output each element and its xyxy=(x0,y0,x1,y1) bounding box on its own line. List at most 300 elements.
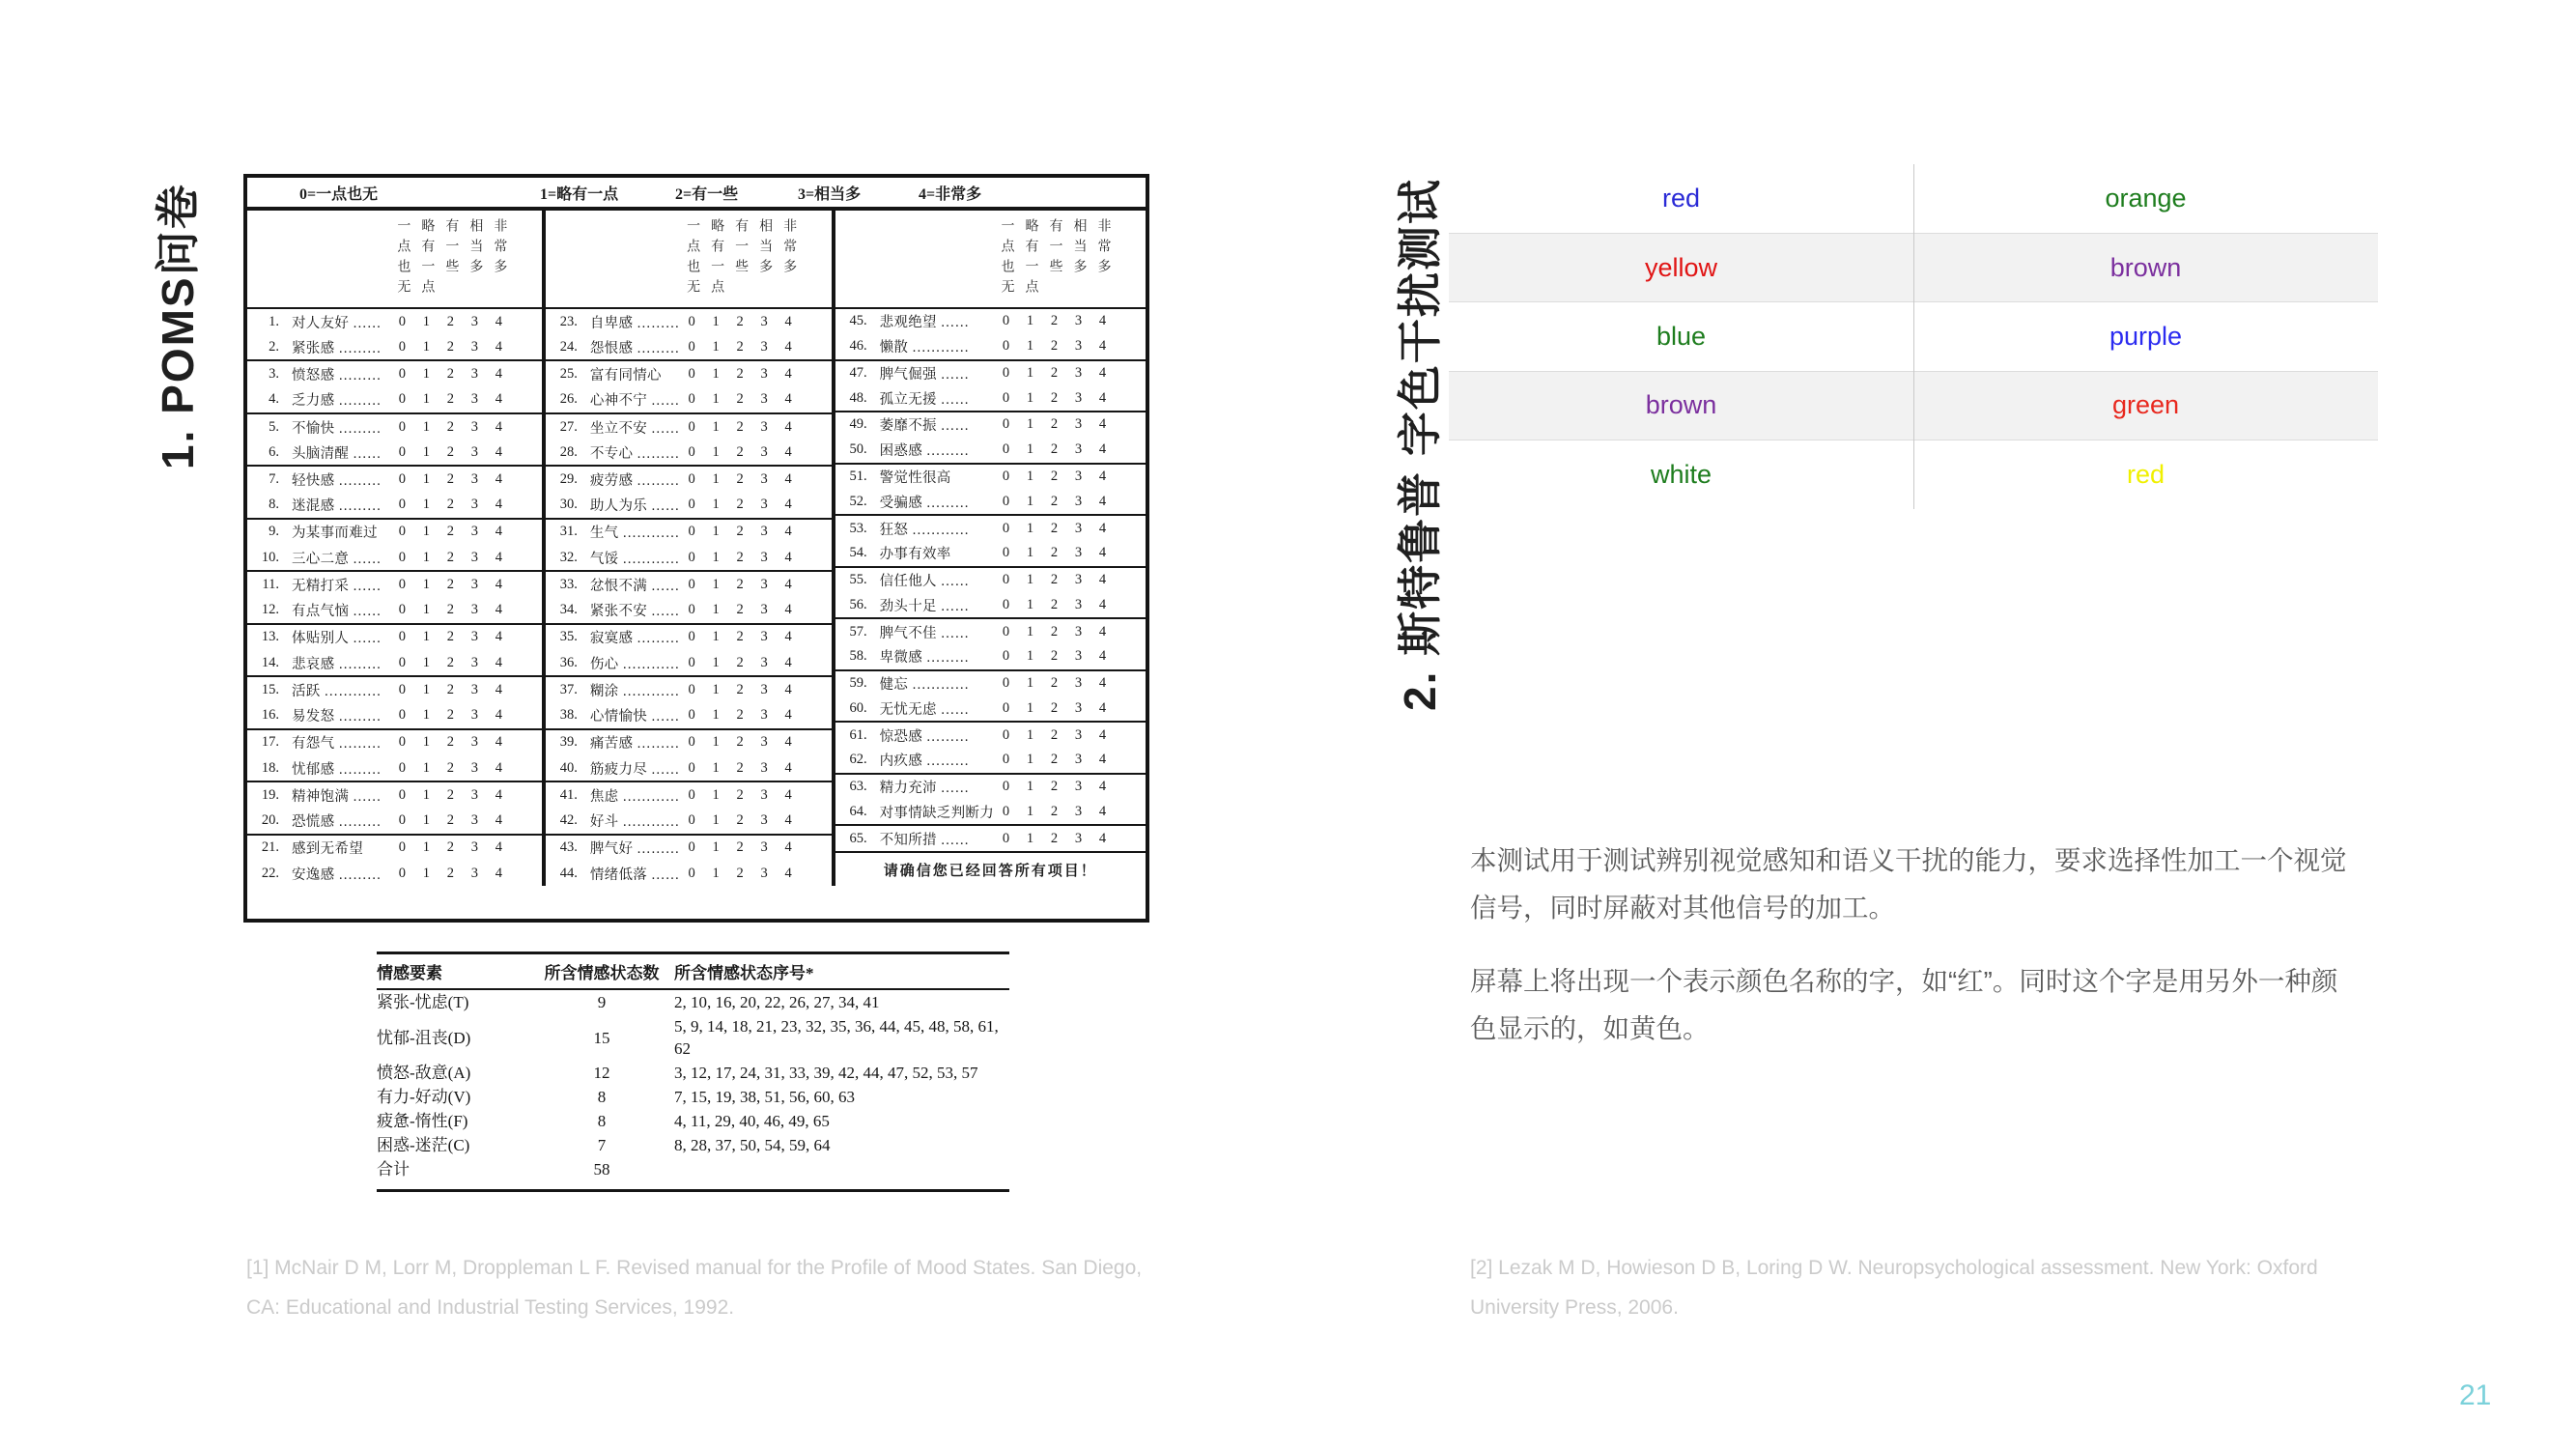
poms-rating-value: 1 xyxy=(422,418,430,435)
poms-rating-value: 0 xyxy=(398,338,406,355)
poms-item-text: 轻快感 ……… xyxy=(292,473,382,490)
poms-rating-value: 4 xyxy=(1098,313,1107,329)
poms-rating-value: 1 xyxy=(712,629,720,645)
scale-label-0: 0=一点也无 xyxy=(299,186,379,203)
poms-item-number: 56. xyxy=(849,596,867,612)
poms-item-text: 困惑感 ……… xyxy=(879,443,970,460)
poms-item-number: 47. xyxy=(849,364,867,381)
factors-header-count: 所含情感状态数 xyxy=(529,953,674,990)
poms-rating-value: 3 xyxy=(1074,623,1083,639)
poms-rating-value: 2 xyxy=(736,681,744,697)
poms-rating-value: 4 xyxy=(784,313,792,329)
poms-item-text: 糊涂 ………… xyxy=(589,683,680,699)
poms-rating-value: 3 xyxy=(1074,416,1083,433)
poms-rating-value: 3 xyxy=(760,734,768,751)
poms-rating-value: 4 xyxy=(1098,520,1107,536)
poms-item-row xyxy=(546,703,832,728)
poms-rating-value: 3 xyxy=(1074,313,1083,329)
poms-rating-value: 2 xyxy=(736,629,744,645)
poms-rating-value: 3 xyxy=(1074,364,1083,381)
poms-rating-value: 0 xyxy=(398,313,406,329)
stroop-word: brown xyxy=(1645,390,1717,420)
poms-rating-value: 4 xyxy=(784,759,792,776)
poms-item-text: 痛苦感 ……… xyxy=(589,736,680,753)
poms-rating-value: 3 xyxy=(760,391,768,408)
poms-rating-value: 3 xyxy=(760,681,768,697)
poms-rating-value: 3 xyxy=(760,602,768,618)
poms-rating-value: 0 xyxy=(398,786,406,803)
poms-item-text: 狂怒 ………… xyxy=(879,522,970,538)
poms-rating-value: 4 xyxy=(495,681,502,697)
poms-rating-value: 2 xyxy=(1050,364,1059,381)
poms-item-text: 筋疲力尽 …… xyxy=(589,761,680,778)
poms-rating-value: 4 xyxy=(495,759,502,776)
poms-rating-value: 0 xyxy=(688,418,695,435)
poms-rating-value: 3 xyxy=(760,629,768,645)
poms-rating-value: 0 xyxy=(1002,596,1010,612)
poms-rating-value: 2 xyxy=(736,366,744,383)
poms-rating-value: 2 xyxy=(446,812,454,829)
poms-rating-value: 0 xyxy=(1002,520,1010,536)
scale-label-vertical: 相当多 xyxy=(467,218,483,279)
poms-rating-value: 2 xyxy=(446,549,454,565)
poms-rating-value: 1 xyxy=(1026,441,1034,458)
poms-item-number: 59. xyxy=(849,675,867,692)
poms-rating-value: 1 xyxy=(422,313,430,329)
poms-rating-value: 3 xyxy=(470,391,478,408)
poms-item-row xyxy=(546,334,832,359)
poms-rating-value: 4 xyxy=(1098,779,1107,795)
poms-rating-value: 1 xyxy=(422,839,430,856)
poms-item-text: 忿恨不满 …… xyxy=(589,578,680,594)
factors-row xyxy=(377,1109,1009,1133)
poms-rating-value: 4 xyxy=(495,471,502,488)
poms-rating-value: 0 xyxy=(1002,779,1010,795)
poms-item-row xyxy=(247,570,542,597)
poms-rating-value: 4 xyxy=(495,313,502,329)
poms-item-number: 54. xyxy=(849,545,867,561)
poms-rating-value: 3 xyxy=(760,654,768,670)
poms-rating-value: 0 xyxy=(398,576,406,592)
poms-rating-value: 4 xyxy=(1098,468,1107,484)
poms-rating-value: 4 xyxy=(784,602,792,618)
poms-rating-value: 3 xyxy=(470,707,478,724)
poms-rating-value: 4 xyxy=(1098,675,1107,692)
poms-item-text: 萎靡不振 …… xyxy=(879,418,970,435)
poms-rating-value: 3 xyxy=(1074,699,1083,716)
poms-rating-value: 3 xyxy=(760,759,768,776)
poms-rating-value: 4 xyxy=(495,734,502,751)
poms-rating-value: 2 xyxy=(1050,313,1059,329)
poms-item-text: 受骗感 ……… xyxy=(879,495,970,511)
poms-item-row xyxy=(835,592,1146,617)
poms-item-row xyxy=(546,387,832,412)
stroop-word: brown xyxy=(2109,252,2182,282)
poms-rating-value: 1 xyxy=(422,602,430,618)
poms-items-column-1 xyxy=(247,211,542,886)
poms-rating-value: 0 xyxy=(1002,389,1010,406)
poms-item-number: 52. xyxy=(849,493,867,509)
poms-rating-value: 2 xyxy=(736,471,744,488)
poms-rating-value: 2 xyxy=(446,497,454,513)
poms-rating-value: 4 xyxy=(784,576,792,592)
poms-items-column-3 xyxy=(835,211,1146,886)
poms-rating-value: 0 xyxy=(688,338,695,355)
section-title-stroop: 2. 斯特鲁普 字色干扰测试 xyxy=(1395,178,1445,711)
poms-questionnaire-table xyxy=(243,174,1149,923)
poms-rating-value: 2 xyxy=(446,418,454,435)
poms-rating-value: 1 xyxy=(422,576,430,592)
poms-rating-value: 0 xyxy=(688,391,695,408)
poms-item-text: 心神不宁 …… xyxy=(589,393,680,410)
poms-rating-value: 2 xyxy=(1050,779,1059,795)
poms-item-text: 劲头十足 …… xyxy=(879,598,970,614)
poms-item-row xyxy=(835,385,1146,411)
factor-name: 困惑-迷茫(C) xyxy=(377,1136,470,1154)
poms-rating-value: 4 xyxy=(495,391,502,408)
poms-rating-value: 1 xyxy=(1026,803,1034,819)
poms-item-text: 悲哀感 ……… xyxy=(292,656,382,672)
poms-rating-value: 3 xyxy=(470,681,478,697)
poms-item-text: 乏力感 ……… xyxy=(292,393,382,410)
poms-rating-value: 1 xyxy=(712,707,720,724)
poms-rating-value: 4 xyxy=(495,418,502,435)
poms-rating-value: 4 xyxy=(495,839,502,856)
poms-item-row xyxy=(247,703,542,728)
poms-rating-value: 1 xyxy=(712,549,720,565)
poms-rating-value: 2 xyxy=(1050,699,1059,716)
poms-item-row xyxy=(247,412,542,440)
poms-rating-value: 2 xyxy=(1050,389,1059,406)
poms-item-number: 29. xyxy=(559,471,578,488)
poms-rating-value: 3 xyxy=(760,707,768,724)
poms-item-number: 65. xyxy=(849,830,867,846)
poms-rating-value: 1 xyxy=(422,654,430,670)
poms-rating-value: 1 xyxy=(422,549,430,565)
poms-item-number: 64. xyxy=(849,803,867,819)
scale-label-vertical: 略有一点 xyxy=(709,218,724,299)
poms-rating-value: 3 xyxy=(760,524,768,540)
poms-rating-value: 4 xyxy=(495,707,502,724)
poms-item-number: 11. xyxy=(262,576,279,592)
poms-item-row xyxy=(247,728,542,755)
poms-items-column-2 xyxy=(542,211,835,886)
poms-rating-value: 0 xyxy=(1002,441,1010,458)
poms-rating-value: 3 xyxy=(470,734,478,751)
poms-item-row xyxy=(247,493,542,518)
poms-rating-value: 1 xyxy=(422,338,430,355)
poms-item-text: 紧张不安 …… xyxy=(589,604,680,620)
poms-rating-value: 2 xyxy=(446,839,454,856)
poms-item-row xyxy=(247,309,542,334)
poms-rating-value: 0 xyxy=(688,629,695,645)
poms-item-number: 63. xyxy=(849,779,867,795)
poms-rating-value: 2 xyxy=(446,391,454,408)
scale-label-vertical: 一点也无 xyxy=(999,218,1014,299)
poms-rating-value: 2 xyxy=(446,734,454,751)
poms-item-number: 26. xyxy=(559,391,578,408)
poms-rating-value: 3 xyxy=(760,576,768,592)
poms-rating-value: 3 xyxy=(470,443,478,460)
poms-rating-value: 2 xyxy=(736,654,744,670)
poms-item-number: 49. xyxy=(849,416,867,433)
poms-item-number: 1. xyxy=(269,313,279,329)
poms-item-number: 28. xyxy=(559,443,578,460)
poms-item-row xyxy=(835,359,1146,386)
scale-label-vertical: 相当多 xyxy=(757,218,773,279)
poms-item-number: 31. xyxy=(559,524,578,540)
poms-rating-value: 1 xyxy=(712,839,720,856)
poms-rating-value: 4 xyxy=(1098,441,1107,458)
poms-rating-value: 3 xyxy=(760,313,768,329)
poms-rating-value: 1 xyxy=(1026,572,1034,588)
poms-item-text: 焦虑 ………… xyxy=(589,788,680,805)
poms-item-number: 53. xyxy=(849,520,867,536)
factors-row xyxy=(377,1014,1009,1061)
poms-rating-value: 0 xyxy=(398,734,406,751)
poms-rating-value: 1 xyxy=(712,734,720,751)
poms-item-text: 信任他人 …… xyxy=(879,574,970,590)
poms-item-row xyxy=(546,650,832,675)
poms-rating-value: 1 xyxy=(422,786,430,803)
poms-rating-value: 1 xyxy=(712,602,720,618)
poms-item-text: 对事情缺乏判断力 xyxy=(879,805,994,821)
poms-item-number: 41. xyxy=(559,786,578,803)
poms-rating-value: 0 xyxy=(1002,364,1010,381)
page-number: 21 xyxy=(2459,1379,2492,1411)
poms-rating-value: 0 xyxy=(688,734,695,751)
poms-rating-value: 0 xyxy=(398,497,406,513)
poms-item-text: 懒散 ………… xyxy=(879,340,970,356)
poms-rating-value: 0 xyxy=(1002,572,1010,588)
poms-item-number: 10. xyxy=(261,549,279,565)
poms-rating-value: 2 xyxy=(446,602,454,618)
poms-item-number: 16. xyxy=(261,707,279,724)
poms-item-number: 62. xyxy=(849,752,867,768)
factor-serials: 4, 11, 29, 40, 46, 49, 65 xyxy=(674,1112,830,1130)
factor-name: 紧张-忧虑(T) xyxy=(377,993,469,1011)
poms-rating-value: 2 xyxy=(446,681,454,697)
poms-item-number: 36. xyxy=(559,654,578,670)
poms-rating-value: 4 xyxy=(784,524,792,540)
poms-rating-value: 2 xyxy=(1050,803,1059,819)
poms-rating-value: 1 xyxy=(712,786,720,803)
poms-item-row xyxy=(835,721,1146,748)
poms-item-row xyxy=(546,861,832,886)
poms-rating-value: 1 xyxy=(1026,545,1034,561)
poms-item-number: 12. xyxy=(261,602,279,618)
poms-item-number: 55. xyxy=(849,572,867,588)
poms-item-number: 38. xyxy=(559,707,578,724)
poms-rating-value: 1 xyxy=(712,654,720,670)
poms-rating-value: 4 xyxy=(495,812,502,829)
citation-1: [1] McNair D M, Lorr M, Droppleman L F. Revised manual for the Profile of Mood States. San Diego, CA: Educational and Industrial Testing Services, 1992. xyxy=(246,1257,1143,1319)
poms-rating-value: 3 xyxy=(470,759,478,776)
poms-item-text: 脾气好 ……… xyxy=(589,841,680,858)
poms-item-number: 19. xyxy=(261,786,279,803)
poms-item-row xyxy=(546,309,832,334)
factor-name: 愤怒-敌意(A) xyxy=(377,1064,471,1082)
stroop-word: white xyxy=(1650,459,1713,489)
poms-item-row xyxy=(247,518,542,545)
poms-item-row xyxy=(835,514,1146,541)
poms-rating-value: 4 xyxy=(495,338,502,355)
poms-item-text: 迷混感 ……… xyxy=(292,498,382,515)
poms-item-number: 57. xyxy=(849,623,867,639)
poms-item-text: 精神饱满 …… xyxy=(292,788,382,805)
poms-item-text: 内疚感 ……… xyxy=(879,753,970,770)
poms-rating-value: 1 xyxy=(422,497,430,513)
poms-item-row xyxy=(835,309,1146,334)
citation-2: [2] Lezak M D, Howieson D B, Loring D W. Neuropsychological assessment. New York: Oxford University Press, 2006. xyxy=(1470,1257,2318,1319)
poms-rating-value: 1 xyxy=(1026,699,1034,716)
poms-rating-value: 3 xyxy=(1074,572,1083,588)
poms-item-number: 34. xyxy=(559,602,578,618)
poms-item-row xyxy=(835,773,1146,800)
poms-rating-value: 0 xyxy=(398,366,406,383)
poms-rating-value: 0 xyxy=(1002,675,1010,692)
poms-item-number: 61. xyxy=(849,726,867,743)
factor-name: 忧郁-沮丧(D) xyxy=(377,1028,471,1047)
poms-rating-value: 3 xyxy=(1074,726,1083,743)
poms-rating-value: 3 xyxy=(1074,752,1083,768)
scale-label-4: 4=非常多 xyxy=(919,186,982,203)
poms-item-text: 头脑清醒 …… xyxy=(292,445,382,462)
poms-rating-value: 3 xyxy=(470,471,478,488)
poms-rating-value: 3 xyxy=(760,786,768,803)
poms-item-row xyxy=(546,465,832,492)
poms-rating-value: 2 xyxy=(736,759,744,776)
poms-rating-value: 3 xyxy=(1074,830,1083,846)
poms-rating-value: 2 xyxy=(1050,441,1059,458)
poms-rating-value: 2 xyxy=(446,654,454,670)
poms-item-number: 9. xyxy=(269,524,279,540)
factor-count: 12 xyxy=(593,1064,610,1082)
poms-item-row xyxy=(247,440,542,465)
poms-rating-value: 1 xyxy=(1026,338,1034,355)
poms-rating-value: 4 xyxy=(495,602,502,618)
poms-item-number: 45. xyxy=(849,313,867,329)
poms-rating-value: 4 xyxy=(1098,493,1107,509)
poms-rating-value: 1 xyxy=(422,524,430,540)
scale-label-vertical: 有一些 xyxy=(443,218,459,279)
poms-rating-value: 1 xyxy=(712,812,720,829)
poms-item-text: 为某事而难过 xyxy=(292,526,378,542)
poms-rating-value: 4 xyxy=(495,524,502,540)
poms-item-text: 好斗 ………… xyxy=(589,814,680,831)
poms-rating-value: 3 xyxy=(470,812,478,829)
poms-item-text: 孤立无援 …… xyxy=(879,391,970,408)
poms-item-text: 办事有效率 xyxy=(879,547,951,563)
poms-rating-value: 4 xyxy=(784,786,792,803)
poms-rating-value: 2 xyxy=(1050,675,1059,692)
poms-rating-value: 0 xyxy=(688,471,695,488)
poms-rating-value: 1 xyxy=(422,681,430,697)
poms-item-text: 自卑感 ……… xyxy=(589,315,680,331)
poms-rating-value: 2 xyxy=(1050,338,1059,355)
scale-label-vertical: 一点也无 xyxy=(395,218,410,299)
poms-item-text: 卑微感 ……… xyxy=(879,650,970,667)
poms-rating-value: 2 xyxy=(1050,572,1059,588)
poms-rating-value: 4 xyxy=(495,366,502,383)
poms-rating-value: 3 xyxy=(760,839,768,856)
poms-rating-value: 0 xyxy=(398,865,406,881)
poms-rating-value: 2 xyxy=(1050,596,1059,612)
factors-row xyxy=(377,1085,1009,1109)
poms-item-row xyxy=(546,834,832,861)
stroop-word: blue xyxy=(1656,321,1707,351)
poms-rating-value: 4 xyxy=(1098,648,1107,665)
poms-item-number: 5. xyxy=(269,418,279,435)
stroop-description xyxy=(1470,837,2347,1078)
poms-item-row xyxy=(835,566,1146,593)
poms-item-number: 25. xyxy=(559,366,578,383)
poms-rating-value: 0 xyxy=(1002,623,1010,639)
poms-rating-value: 4 xyxy=(1098,364,1107,381)
poms-item-text: 心情愉快 …… xyxy=(589,709,680,725)
stroop-paragraph-2: 屏幕上将出现一个表示颜色名称的字，如“红”。同时这个字是用另外一种颜色显示的，如黄色。 xyxy=(1470,966,2338,1043)
poms-rating-value: 2 xyxy=(736,576,744,592)
poms-item-number: 22. xyxy=(261,865,279,881)
poms-item-text: 伤心 ………… xyxy=(589,656,680,672)
poms-rating-value: 4 xyxy=(784,471,792,488)
poms-rating-value: 3 xyxy=(760,549,768,565)
poms-rating-value: 4 xyxy=(784,734,792,751)
poms-rating-value: 3 xyxy=(1074,648,1083,665)
poms-rating-value: 1 xyxy=(422,471,430,488)
poms-rating-value: 4 xyxy=(1098,596,1107,612)
poms-rating-value: 1 xyxy=(422,366,430,383)
poms-rating-value: 2 xyxy=(1050,648,1059,665)
poms-item-row xyxy=(835,438,1146,463)
poms-rating-value: 1 xyxy=(712,418,720,435)
scale-label-2: 2=有一些 xyxy=(675,186,739,203)
poms-rating-value: 2 xyxy=(1050,830,1059,846)
poms-rating-value: 0 xyxy=(688,786,695,803)
poms-rating-value: 3 xyxy=(1074,803,1083,819)
poms-item-text: 怨恨感 ……… xyxy=(589,340,680,356)
poms-rating-value: 3 xyxy=(470,524,478,540)
poms-item-number: 39. xyxy=(559,734,578,751)
poms-item-row xyxy=(546,675,832,702)
scale-label-vertical: 略有一点 xyxy=(419,218,435,299)
poms-rating-value: 0 xyxy=(398,418,406,435)
poms-item-text: 悲观绝望 …… xyxy=(879,315,970,331)
poms-rating-value: 1 xyxy=(422,865,430,881)
poms-rating-value: 3 xyxy=(470,497,478,513)
poms-rating-value: 3 xyxy=(760,338,768,355)
poms-item-row xyxy=(835,489,1146,514)
poms-item-number: 48. xyxy=(849,389,867,406)
poms-item-number: 23. xyxy=(559,313,578,329)
poms-rating-value: 2 xyxy=(446,786,454,803)
poms-item-number: 15. xyxy=(261,681,279,697)
poms-scale-subheader xyxy=(247,211,542,309)
poms-rating-value: 1 xyxy=(712,391,720,408)
scale-label-vertical: 有一些 xyxy=(733,218,749,279)
poms-rating-value: 3 xyxy=(760,497,768,513)
factors-row xyxy=(377,1061,1009,1085)
factor-serials: 5, 9, 14, 18, 21, 23, 32, 35, 36, 44, 45, 48, 58, 61, 62 xyxy=(674,1017,999,1058)
factor-count: 58 xyxy=(529,1157,674,1191)
poms-rating-value: 1 xyxy=(712,576,720,592)
poms-item-number: 7. xyxy=(269,471,279,488)
poms-item-number: 21. xyxy=(261,839,279,856)
poms-item-row xyxy=(247,545,542,570)
poms-item-text: 对人友好 …… xyxy=(292,315,382,331)
poms-item-row xyxy=(546,808,832,833)
poms-rating-value: 0 xyxy=(1002,803,1010,819)
